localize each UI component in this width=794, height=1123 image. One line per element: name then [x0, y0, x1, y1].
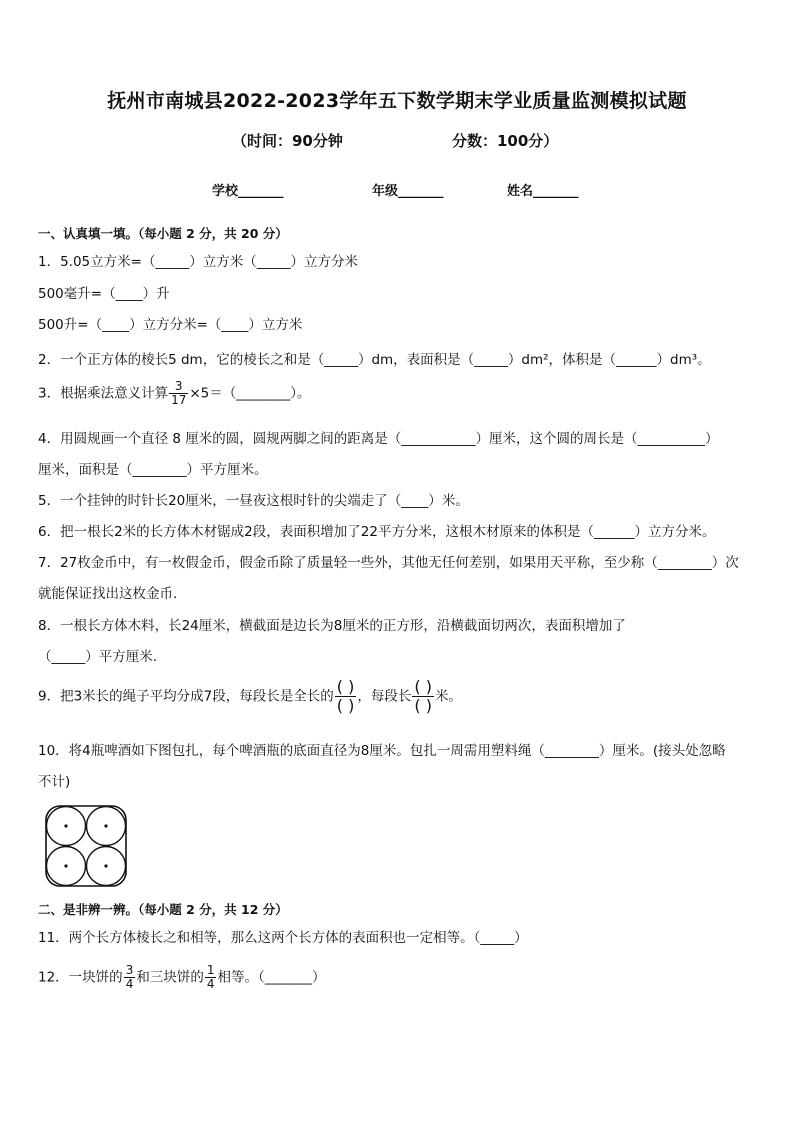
- question-5: 5．一个挂钟的时针长20厘米，一昼夜这根时针的尖端走了（____）米。: [38, 493, 469, 509]
- blank-numerator: ( ): [336, 677, 355, 696]
- question-12-prefix: 12．一块饼的: [38, 969, 123, 986]
- blank-numerator: ( ): [414, 677, 432, 696]
- question-9-prefix: 9．把3米长的绳子平均分成7段，每段长是全长的: [38, 688, 334, 705]
- question-7-line-1: 7．27枚金币中，有一枚假金币，假金币除了质量轻一些外，其他无任何差别，如果用天平称，至少称（________）次: [38, 555, 739, 571]
- name-field: 姓名_______: [507, 184, 579, 199]
- question-4-line-2: 厘米，面积是（________）平方厘米。: [38, 462, 268, 478]
- blank-denominator: ( ): [336, 696, 355, 715]
- fraction-denominator: 17: [171, 393, 187, 407]
- blank-denominator: ( ): [414, 696, 432, 715]
- school-field: 学校_______: [212, 184, 284, 199]
- question-6: 6．把一根长2米的长方体木材锯成2段，表面积增加了22平方分米，这根木材原来的体积是（______）立方分米。: [38, 524, 716, 540]
- question-9-suffix: 米。: [434, 688, 462, 705]
- fraction: [169, 380, 188, 407]
- grade-field: 年级_______: [372, 184, 444, 199]
- question-10-line-2: 不计): [38, 774, 71, 790]
- exam-score: 分数：100分）: [452, 132, 559, 150]
- question-12-middle: 和三块饼的: [136, 969, 204, 986]
- question-1-line-3: 500升=（____）立方分米=（____）立方米: [38, 317, 303, 333]
- question-8-line-1: 8．一根长方体木料，长24厘米，横截面是边长为8厘米的正方形，沿横截面切两次，表面积增加了: [38, 618, 626, 634]
- fraction: [205, 964, 217, 991]
- fraction-numerator: 3: [125, 963, 134, 977]
- question-8-line-2: （_____）平方厘米.: [38, 649, 158, 665]
- question-12: [38, 964, 325, 991]
- question-3: [38, 380, 311, 407]
- question-2: 2．一个正方体的棱长5 dm，它的棱长之和是（_____）dm，表面积是（_____）dm²，体积是（______）dm³。: [38, 352, 711, 368]
- fraction-denominator: 4: [206, 977, 215, 991]
- question-1-line-2: 500毫升=（____）升: [38, 286, 170, 302]
- blank-fraction: [412, 678, 434, 715]
- section-1-heading: 一、认真填一填。（每小题 2 分，共 20 分）: [38, 226, 288, 241]
- question-9: [38, 678, 462, 715]
- fraction-numerator: 1: [206, 963, 215, 977]
- question-4-line-1: 4．用圆规画一个直径 8 厘米的圆，圆规两脚之间的距离是（___________）厘米，这个圆的周长是（__________）: [38, 431, 719, 447]
- question-3-suffix: ×5＝（________）。: [189, 385, 311, 402]
- question-7-line-2: 就能保证找出这枚金币．: [38, 586, 187, 602]
- four-bottles-figure: [44, 804, 130, 894]
- question-12-suffix: 相等。（_______）: [217, 969, 326, 986]
- section-2-heading: 二、是非辨一辨。（每小题 2 分，共 12 分）: [38, 902, 288, 917]
- fraction-denominator: 4: [125, 977, 134, 991]
- question-11: 11．两个长方体棱长之和相等，那么这两个长方体的表面积也一定相等。（_____）: [38, 930, 528, 946]
- exam-time: （时间：90分钟: [232, 132, 343, 150]
- fraction-numerator: 3: [169, 380, 188, 394]
- fraction: [124, 964, 136, 991]
- question-1-line-1: 1．5.05立方米=（_____）立方米（_____）立方分米: [38, 254, 358, 270]
- question-9-middle: ，每段长: [357, 688, 412, 705]
- blank-fraction: [335, 678, 357, 715]
- question-3-prefix: 3．根据乘法意义计算: [38, 385, 169, 402]
- question-10-line-1: 10．将4瓶啤酒如下图包扎，每个啤酒瓶的底面直径为8厘米。包扎一周需用塑料绳（________）厘米。(接头处忽略: [38, 743, 726, 759]
- page-title: 抚州市南城县2022-2023学年五下数学期末学业质量监测模拟试题: [107, 90, 687, 112]
